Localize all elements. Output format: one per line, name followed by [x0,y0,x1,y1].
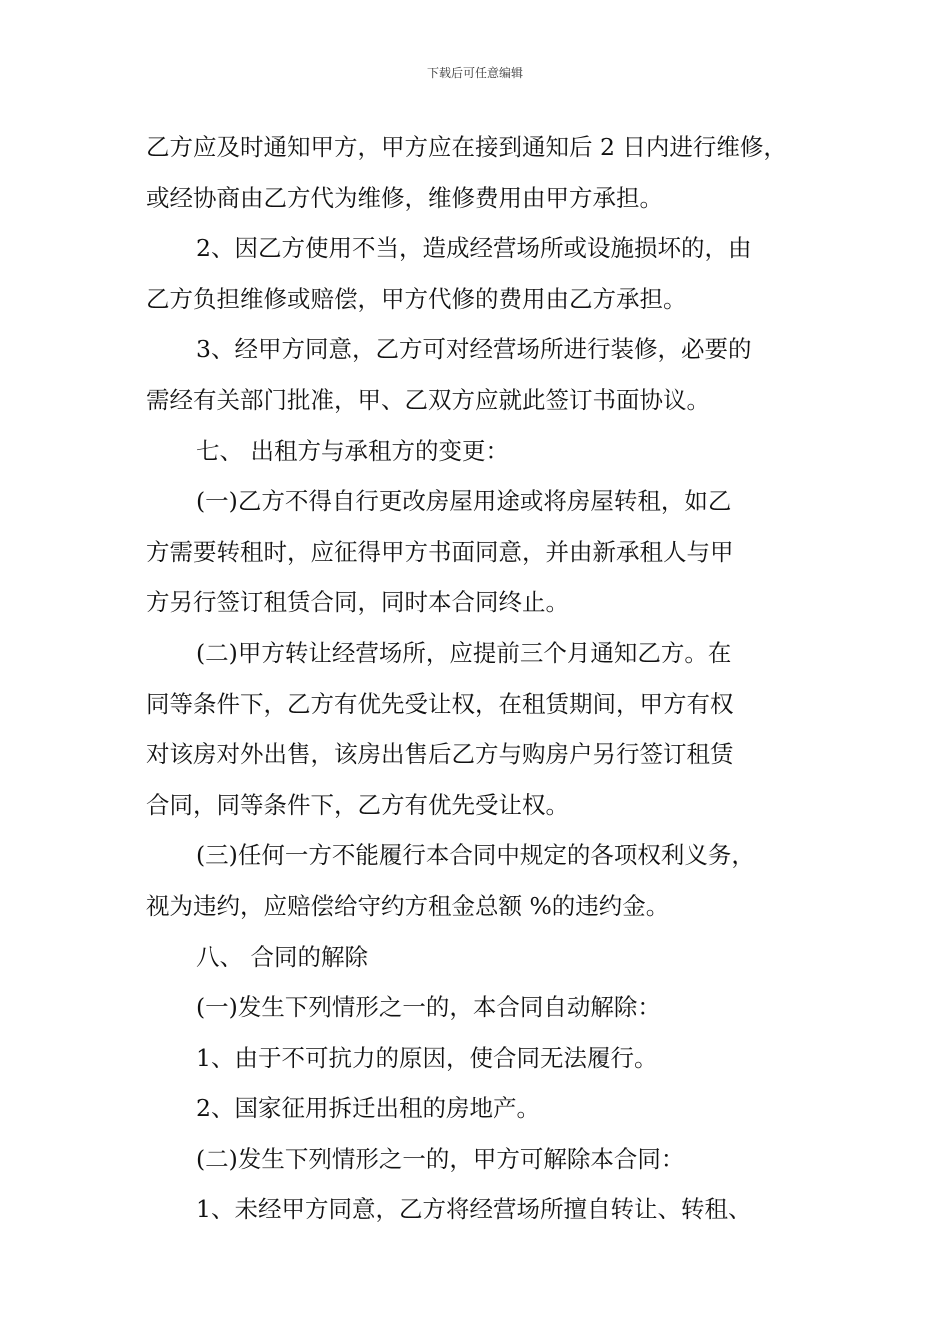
document-body [146,122,816,1235]
text-line: 1、未经甲方同意，乙方将经营场所擅自转让、转租、 [196,1195,752,1224]
text-line: (一)乙方不得自行更改房屋用途或将房屋转租，如乙 [196,487,732,516]
text-line: (二)甲方转让经营场所，应提前三个月通知乙方。在 [196,638,732,667]
page-header: 下载后可任意编辑 [426,66,523,80]
text-line: 乙方应及时通知甲方，甲方应在接到通知后 2 日内进行维修， [146,133,787,161]
text-line: 3、经甲方同意，乙方可对经营场所进行装修，必要的 [196,335,752,364]
section-heading: 七、 出租方与承租方的变更： [196,436,509,465]
text-line: (一)发生下列情形之一的，本合同自动解除： [196,993,661,1022]
text-line: 视为违约，应赔偿给守约方租金总额 %的违约金。 [146,891,670,920]
text-line: 2、国家征用拆迁出租的房地产。 [196,1094,540,1123]
text-line: (三)任何一方不能履行本合同中规定的各项权利义务， [196,841,755,870]
text-line: 方需要转租时，应征得甲方书面同意，并由新承租人与甲 [146,537,734,566]
text-line: 同等条件下，乙方有优先受让权，在租赁期间，甲方有权 [146,689,734,718]
text-line: 需经有关部门批准，甲、乙双方应就此签订书面协议。 [146,385,710,414]
text-line: 乙方负担维修或赔偿，甲方代修的费用由乙方承担。 [146,284,687,313]
text-line: (二)发生下列情形之一的，甲方可解除本合同： [196,1144,685,1173]
section-heading: 八、 合同的解除 [196,942,368,971]
text-line: 合同，同等条件下，乙方有优先受让权。 [146,790,569,819]
text-line: 方另行签订租赁合同，同时本合同终止。 [146,588,569,617]
text-line: 1、由于不可抗力的原因，使合同无法履行。 [196,1043,658,1072]
text-line: 2、因乙方使用不当，造成经营场所或设施损坏的，由 [196,234,752,263]
text-line: 对该房对外出售，该房出售后乙方与购房户另行签订租赁 [146,740,734,769]
text-line: 或经协商由乙方代为维修，维修费用由甲方承担。 [146,183,663,212]
